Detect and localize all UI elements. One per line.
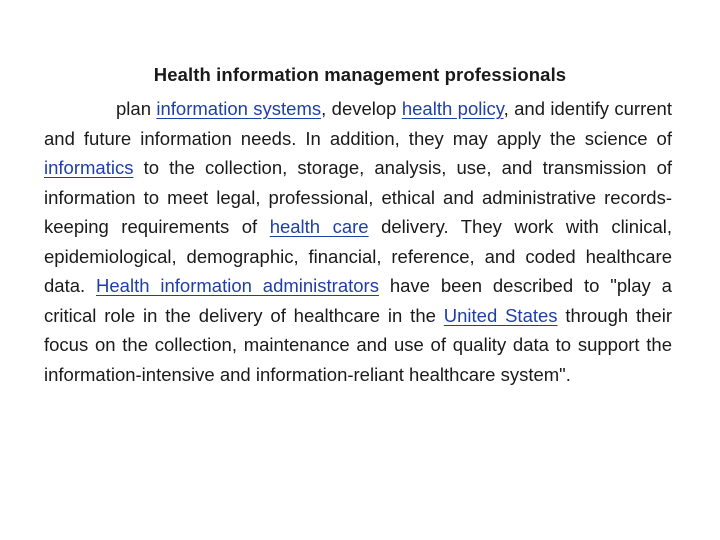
slide-title: Health information management professionals — [153, 64, 567, 85]
link-health-care[interactable]: health care — [269, 216, 369, 237]
body-paragraph — [44, 94, 672, 389]
text-run: to the collection, storage, analysis, use, and transmission of information to meet legal, professional, ethical and administrative records-keeping requirements of — [44, 157, 672, 237]
text-run: have been described to "play a critical role in the delivery of healthcare in the — [44, 275, 672, 326]
link-health-information-administrators[interactable]: Health information administrators — [96, 275, 379, 296]
text-run: delivery. They work with clinical, epidemiological, demographic, financial, reference, and coded healthcare data. — [44, 216, 672, 296]
link-health-policy[interactable]: health policy — [401, 98, 504, 119]
link-information-systems[interactable]: information systems — [156, 98, 322, 119]
text-run: , and identify current and future information needs. In addition, they may apply the science of — [44, 98, 672, 149]
text-run: , develop — [321, 98, 402, 119]
link-united-states[interactable]: United States — [443, 304, 558, 326]
link-informatics[interactable]: informatics — [44, 157, 134, 178]
text-run: through their focus on the collection, maintenance and use of quality data to support the information-intensive and information-reliant healthcare system". — [44, 304, 672, 385]
text-run: plan — [116, 98, 157, 119]
